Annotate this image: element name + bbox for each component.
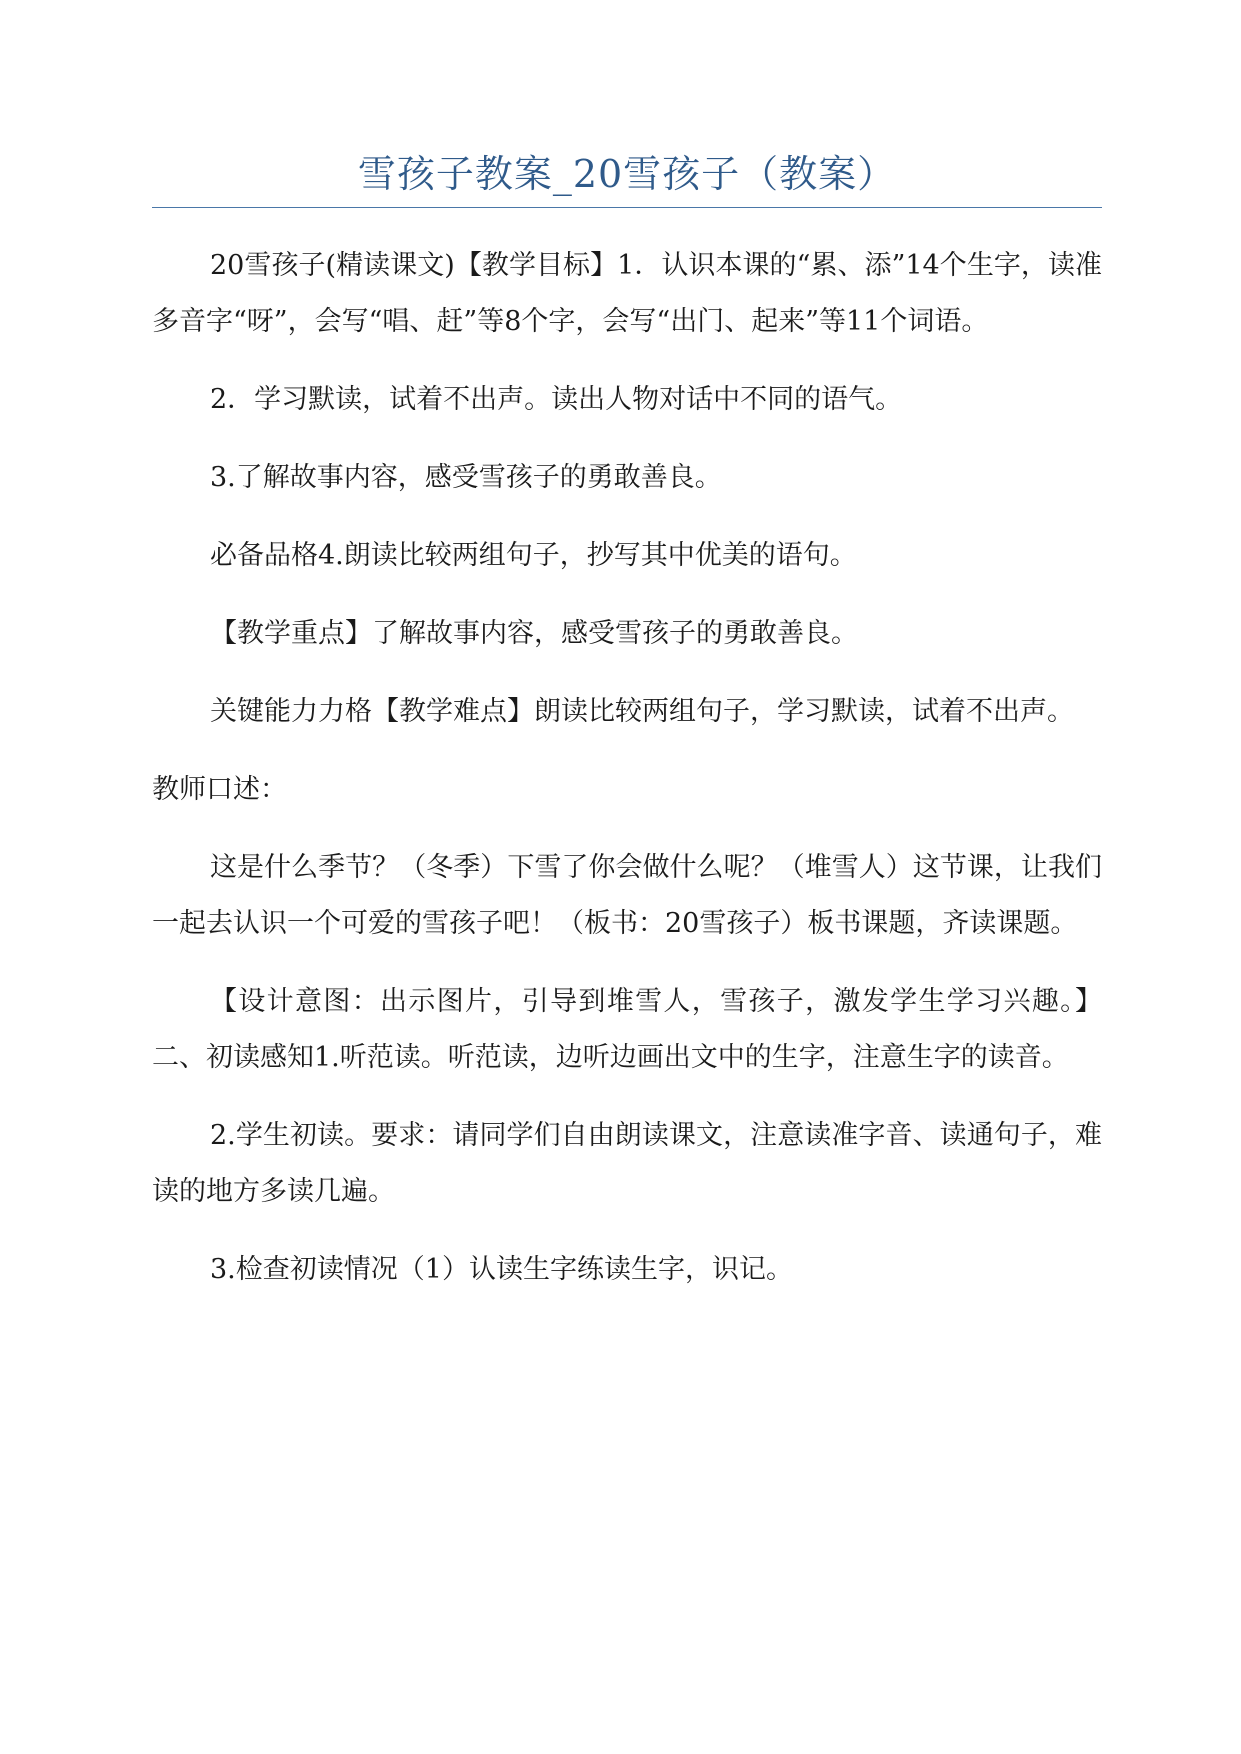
paragraph-8: 这是什么季节？（冬季）下雪了你会做什么呢？（堆雪人）这节课，让我们一起去认识一个可爱的雪孩子吧！（板书：20雪孩子）板书课题，齐读课题。 [152, 852, 1102, 939]
document-body [152, 238, 1102, 1320]
paragraph-10: 2.学生初读。要求：请同学们自由朗读课文，注意读准字音、读通句子，难读的地方多读几遍。 [152, 1120, 1102, 1207]
title-underline [152, 207, 1102, 208]
paragraph-6: 关键能力力格【教学难点】朗读比较两组句子，学习默读，试着不出声。 [210, 696, 1074, 727]
paragraph-7: 教师口述： [152, 774, 287, 805]
document-title: 雪孩子教案_20雪孩子（教案） [357, 152, 897, 196]
paragraph-9: 【设计意图：出示图片，引导到堆雪人，雪孩子，激发学生学习兴趣。】二、初读感知1.听范读。听范读，边听边画出文中的生字，注意生字的读音。 [152, 986, 1102, 1073]
paragraph-5: 【教学重点】了解故事内容，感受雪孩子的勇敢善良。 [210, 618, 858, 649]
paragraph-11: 3.检查初读情况（1）认读生字练读生字，识记。 [210, 1254, 793, 1285]
paragraph-1: 20雪孩子(精读课文)【教学目标】1．认识本课的“累、添”14个生字，读准多音字“呀”，会写“唱、赶”等8个字，会写“出门、起来”等11个词语。 [152, 250, 1102, 337]
paragraph-3: 3.了解故事内容，感受雪孩子的勇敢善良。 [210, 462, 722, 493]
paragraph-4: 必备品格4.朗读比较两组句子，抄写其中优美的语句。 [210, 540, 857, 571]
paragraph-2: 2．学习默读，试着不出声。读出人物对话中不同的语气。 [210, 384, 903, 415]
